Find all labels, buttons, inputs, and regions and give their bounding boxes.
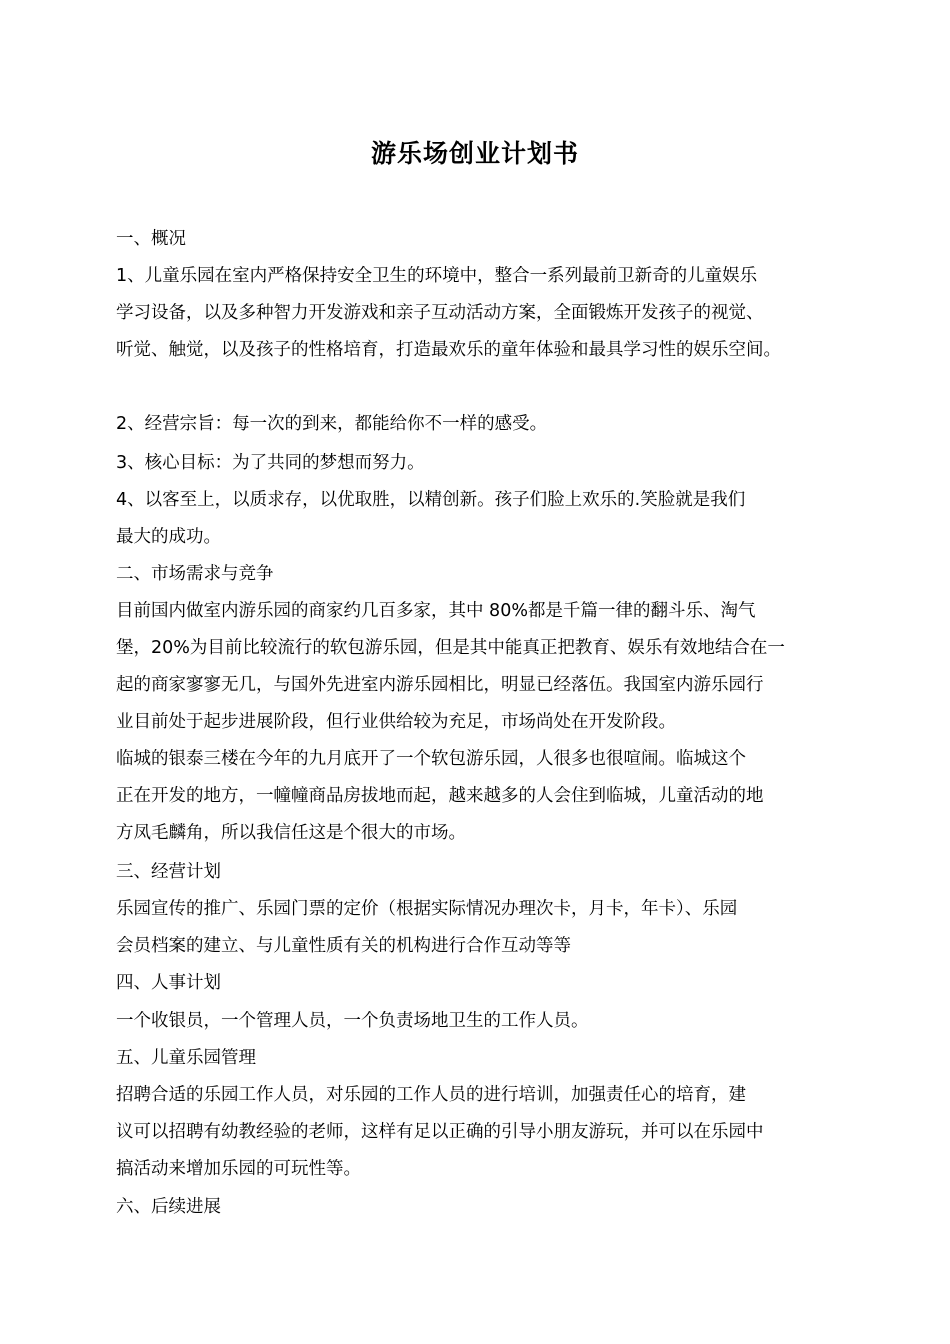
paragraph-line: 起的商家寥寥无几，与国外先进室内游乐园相比，明显已经落伍。我国室内游乐园行 [116, 675, 764, 695]
paragraph-line: 目前国内做室内游乐园的商家约几百多家，其中 80%都是千篇一律的翻斗乐、淘气 [116, 601, 756, 621]
section-heading: 五、儿童乐园管理 [116, 1048, 256, 1068]
section-heading: 二、市场需求与竞争 [116, 564, 274, 584]
paragraph-line: 正在开发的地方，一幢幢商品房拔地而起，越来越多的人会住到临城，儿童活动的地 [116, 786, 764, 806]
paragraph-line: 堡，20%为目前比较流行的软包游乐园，但是其中能真正把教育、娱乐有效地结合在一 [116, 638, 785, 658]
paragraph-line: 临城的银泰三楼在今年的九月底开了一个软包游乐园，人很多也很喧闹。临城这个 [116, 749, 746, 769]
paragraph-line: 3、核心目标：为了共同的梦想而努力。 [116, 453, 425, 473]
paragraph-line: 业目前处于起步进展阶段，但行业供给较为充足，市场尚处在开发阶段。 [116, 712, 676, 732]
document-title: 游乐场创业计划书 [370, 139, 579, 168]
paragraph-line: 方凤毛麟角，所以我信任这是个很大的市场。 [116, 823, 466, 843]
paragraph-line: 最大的成功。 [116, 527, 221, 547]
section-heading: 六、后续进展 [116, 1197, 221, 1217]
paragraph-line: 乐园宣传的推广、乐园门票的定价（根据实际情况办理次卡，月卡，年卡）、乐园 [116, 899, 738, 919]
paragraph-line: 学习设备，以及多种智力开发游戏和亲子互动活动方案，全面锻炼开发孩子的视觉、 [116, 303, 764, 323]
paragraph-line: 一个收银员，一个管理人员，一个负责场地卫生的工作人员。 [116, 1011, 589, 1031]
paragraph-line: 议可以招聘有幼教经验的老师，这样有足以正确的引导小朋友游玩，并可以在乐园中 [116, 1122, 764, 1142]
paragraph-line: 会员档案的建立、与儿童性质有关的机构进行合作互动等等 [116, 936, 571, 956]
paragraph-line: 招聘合适的乐园工作人员，对乐园的工作人员的进行培训，加强责任心的培育，建 [116, 1085, 746, 1105]
section-heading: 三、经营计划 [116, 862, 221, 882]
paragraph-line: 1、儿童乐园在室内严格保持安全卫生的环境中，整合一系列最前卫新奇的儿童娱乐 [116, 266, 758, 286]
section-heading: 四、人事计划 [116, 973, 221, 993]
section-heading: 一、概况 [116, 229, 186, 249]
paragraph-line: 2、经营宗旨：每一次的到来，都能给你不一样的感受。 [116, 414, 548, 434]
paragraph-line: 4、以客至上，以质求存，以优取胜，以精创新。孩子们脸上欢乐的.笑脸就是我们 [116, 490, 746, 510]
paragraph-line: 搞活动来增加乐园的可玩性等。 [116, 1159, 361, 1179]
paragraph-line: 听觉、触觉，以及孩子的性格培育，打造最欢乐的童年体验和最具学习性的娱乐空间。 [116, 340, 781, 360]
